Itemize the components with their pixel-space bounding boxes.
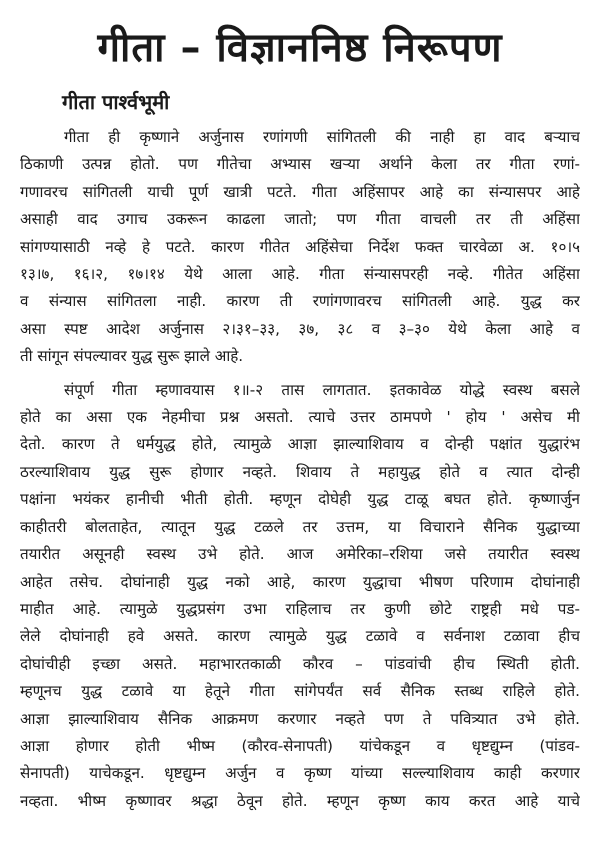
text-line: दोघांचीही इच्छा असते. महाभारतकाळी कौरव – पांडवांची हीच स्थिती होती. [20,654,580,673]
text-line: देतो. कारण ते धर्मयुद्ध होते, त्यामुळे आज्ञा झाल्याशिवाय व दोन्ही पक्षांत युद्धारंभ [20,435,580,454]
text-line: ठरल्याशिवाय युद्ध सुरू होणार नव्हते. शिवाय ते महायुद्ध होते व त्यात दोन्ही [20,462,580,481]
text-line: गणावरच सांगितली याची पूर्ण खात्री पटते. गीता अहिंसापर आहे का संन्यासपर आहे [20,182,580,201]
text-line: आज्ञा होणार होती भीष्म (कौरव-सेनापती) यांचेकडून व धृष्टद्युम्न (पांडव- [20,736,580,755]
text-line: तयारीत असूनही स्वस्थ उभे होते. आज अमेरिका–रशिया जसे तयारीत स्वस्थ [20,545,580,564]
page-title: गीता – विज्ञाननिष्ठ निरूपण [97,25,503,71]
text-line: माहीत आहे. त्यामुळे युद्धप्रसंग उभा राहिलाच तर कुणी छोटे राष्ट्रही मधे पड- [20,599,580,618]
text-line: संपूर्ण गीता म्हणावयास १॥-२ तास लागतात. इतकावेळ योद्धे स्वस्थ बसले [64,380,580,399]
text-line: आज्ञा झाल्याशिवाय सैनिक आक्रमण करणार नव्हते पण ते पवित्र्यात उभे होते. [20,709,580,728]
text-line: काहीतरी बोलताहेत, त्यातून युद्ध टळले तर उत्तम, या विचाराने सैनिक युद्धाच्या [20,517,580,536]
text-line: व संन्यास सांगितला नाही. कारण ती रणांगणावरच सांगितली आहे. युद्ध कर [20,292,580,311]
text-line: पक्षांना भयंकर हानीची भीती होती. म्हणून दोघेही युद्ध टाळू बघत होते. कृष्णार्जुन [20,490,580,509]
text-line: सांगण्यासाठी नव्हे हे पटते. कारण गीतेत अहिंसेचा निर्देश फक्त चारवेळा अ. १०।५ [20,237,580,256]
text-line: ती सांगून संपल्यावर युद्ध सुरू झाले आहे. [20,347,244,366]
text-line: लेले दोघांनाही हवे असते. कारण त्यामुळे युद्ध टळावे व सर्वनाश टळावा हीच [20,627,580,646]
paragraph-2 [20,377,580,816]
text-line: असाही वाद उगाच उकरून काढला जातो; पण गीता वाचली तर ती अहिंसा [20,210,580,229]
text-line: ठिकाणी उत्पन्न होतो. पण गीतेचा अभ्यास खऱ्या अर्थाने केला तर गीता रणां- [20,155,580,174]
paragraph-1 [20,124,580,371]
text-line: आहेत तसेच. दोघांनाही युद्ध नको आहे, कारण युद्धाचा भीषण परिणाम दोघांनाही [20,572,580,591]
text-line: म्हणूनच युद्ध टळावे या हेतूने गीता सांगेपर्यंत सर्व सैनिक स्तब्ध राहिले होते. [20,682,580,701]
section-heading: गीता पार्श्वभूमी [62,90,170,114]
text-line: सेनापती) याचेकडून. धृष्टद्युम्न अर्जुन व कृष्ण यांच्या सल्ल्याशिवाय काही करणार [20,764,580,783]
text-line: १३।७, १६।२, १७।१४ येथे आला आहे. गीता संन्यासपरही नव्हे. गीतेत अहिंसा [20,265,580,284]
text-line: गीता ही कृष्णाने अर्जुनास रणांगणी सांगितली की नाही हा वाद बऱ्याच [64,128,580,146]
text-line: होते का असा एक नेहमीचा प्रश्न असतो. त्याचे उत्तर ठामपणे ' होय ' असेच मी [20,408,580,427]
text-line: असा स्पष्ट आदेश अर्जुनास २।३१–३३, ३७, ३८ व ३–३० येथे केला आहे व [20,319,580,338]
text-line: नव्हता. भीष्म कृष्णावर श्रद्धा ठेवून होते. म्हणून कृष्ण काय करत आहे याचे [20,791,580,810]
